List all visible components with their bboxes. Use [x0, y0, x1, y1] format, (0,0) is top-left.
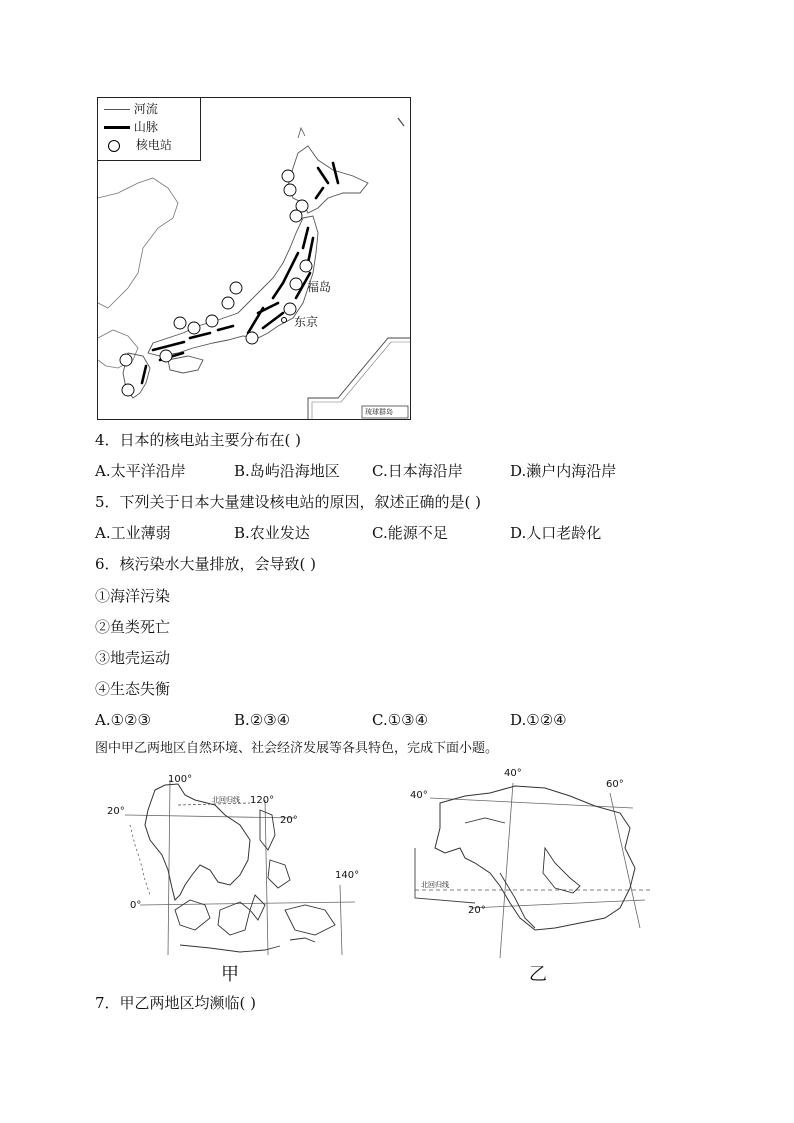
yi-label-40-lon: 40°: [504, 768, 522, 779]
legend-river-label: 河流: [133, 102, 158, 116]
tokyo-marker: [282, 318, 287, 323]
yi-label-60: 60°: [606, 779, 624, 790]
map-yi-drawing: [405, 768, 655, 958]
yi-caption: 乙: [529, 964, 547, 985]
legend-nuclear-label: 核电站: [135, 138, 172, 152]
question-6-stem: 6．核污染水大量排放，会导致( ): [95, 555, 317, 573]
q4-option-c[interactable]: C.日本海沿岸: [372, 462, 463, 480]
jia-label-20-left: 20°: [107, 806, 125, 817]
map-legend: [98, 98, 201, 161]
jia-caption: 甲: [221, 964, 239, 985]
q4-option-a[interactable]: A.太平洋沿岸: [95, 462, 186, 480]
q6-option-b[interactable]: B.②③④: [234, 711, 291, 729]
legend-mountain: [104, 119, 158, 135]
yi-inset-border: [415, 848, 475, 903]
yi-label-20: 20°: [468, 905, 486, 916]
mountain-ranges: [142, 163, 338, 383]
jia-label-140: 140°: [335, 870, 360, 881]
label-tokyo: 东京: [294, 315, 319, 329]
q6-item-4: ④生态失衡: [95, 680, 171, 698]
q5-option-a[interactable]: A.工业薄弱: [95, 524, 171, 542]
jia-label-120: 120°: [250, 795, 275, 806]
q6-option-a[interactable]: A.①②③: [95, 711, 151, 729]
jia-label-0: 0°: [130, 900, 142, 911]
mainland-coast: [98, 178, 178, 308]
map-yi: [405, 768, 655, 985]
q6-option-c[interactable]: C.①③④: [372, 711, 429, 729]
q5-option-d[interactable]: D.人口老龄化: [510, 524, 602, 542]
mountain-line-icon: [104, 126, 130, 129]
jia-label-tropic: 北回归线: [212, 796, 240, 804]
question-4-stem: 4．日本的核电站主要分布在( ): [95, 431, 302, 449]
jia-label-20-right: 20°: [280, 815, 298, 826]
legend-nuclear: [108, 137, 172, 153]
question-5-stem: 5．下列关于日本大量建设核电站的原因，叙述正确的是( ): [95, 493, 482, 511]
label-fukushima: 福岛: [307, 280, 332, 294]
shikoku: [168, 356, 203, 373]
yi-label-tropic: 北回归线: [421, 881, 449, 889]
japan-map: [97, 97, 411, 420]
intro-text: 图中甲乙两地区自然环境、社会经济发展等各具特色，完成下面小题。: [95, 741, 499, 756]
q6-option-d[interactable]: D.①②④: [510, 711, 567, 729]
legend-river: [104, 101, 158, 117]
legend-mountain-label: 山脉: [133, 120, 158, 134]
yi-coast: [435, 786, 635, 930]
question-7-stem: 7．甲乙两地区均濒临( ): [95, 994, 257, 1012]
q4-option-d[interactable]: D.濑户内海沿岸: [510, 462, 617, 480]
q6-item-3: ③地壳运动: [95, 649, 171, 667]
jia-label-100: 100°: [168, 774, 193, 785]
q4-option-b[interactable]: B.岛屿沿海地区: [234, 462, 340, 480]
q5-option-c[interactable]: C.能源不足: [372, 524, 448, 542]
label-ryukyu: 琉球群岛: [365, 408, 393, 416]
nuclear-symbol-icon: [108, 140, 120, 152]
q5-option-b[interactable]: B.农业发达: [234, 524, 310, 542]
q6-item-2: ②鱼类死亡: [95, 618, 171, 636]
river-line-icon: [104, 109, 130, 110]
yi-label-40-lat: 40°: [410, 790, 428, 801]
map-jia: [100, 770, 365, 985]
q6-item-1: ①海洋污染: [95, 587, 171, 605]
